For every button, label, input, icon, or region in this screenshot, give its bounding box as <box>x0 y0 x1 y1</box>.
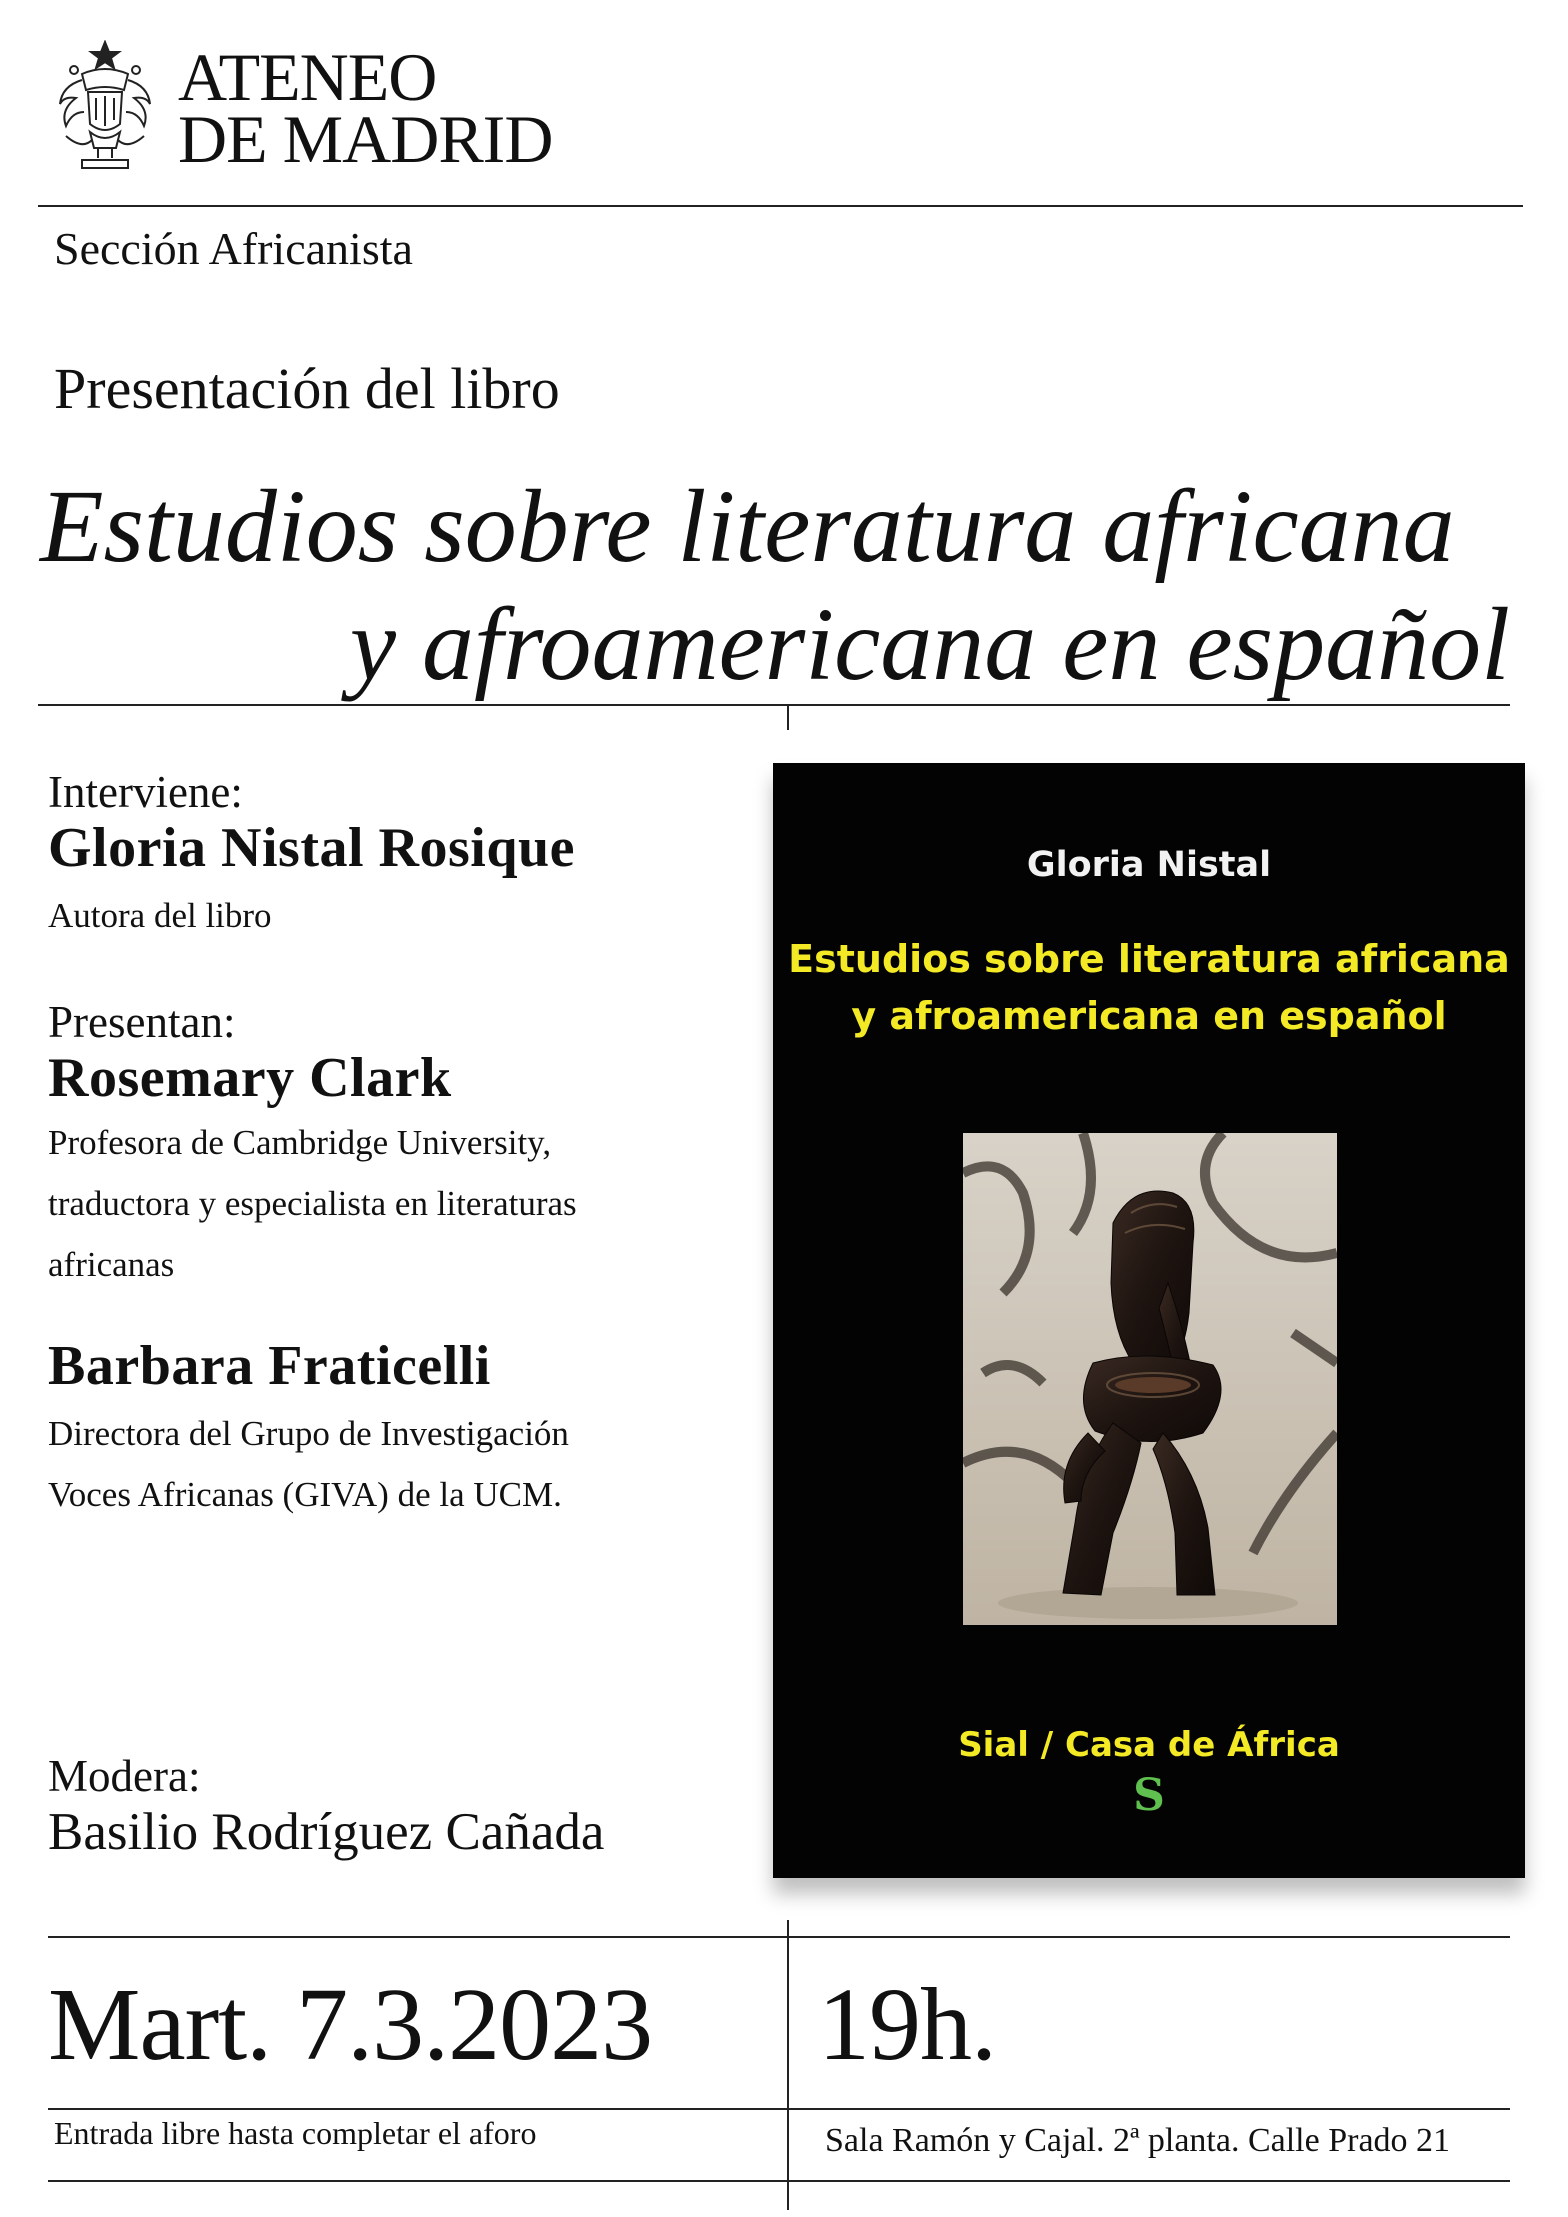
cover-title-line2: y afroamericana en español <box>851 994 1447 1038</box>
entry-note: Entrada libre hasta completar el aforo <box>54 2115 537 2151</box>
publisher-logo: S <box>1133 1770 1165 1821</box>
ateneo-crest-icon <box>52 40 158 176</box>
presenter2-desc <box>48 1403 728 1525</box>
section-name: Sección Africanista <box>54 223 413 274</box>
footer-center-divider <box>787 1920 789 2210</box>
footer-bottom-divider <box>48 2180 1510 2182</box>
org-name-line1: ATENEO <box>178 39 437 115</box>
presenter1-desc-line: Profesora de Cambridge University, <box>48 1123 552 1162</box>
presenter2-desc-line: Voces Africanas (GIVA) de la UCM. <box>48 1475 562 1514</box>
cover-publisher: Sial / Casa de África <box>958 1725 1340 1765</box>
moderator-name: Basilio Rodríguez Cañada <box>48 1803 605 1861</box>
speaker-role: Interviene: <box>48 767 243 817</box>
org-name <box>178 39 553 177</box>
presenter2-name: Barbara Fraticelli <box>48 1335 491 1397</box>
footer-mid-divider <box>48 2108 1510 2110</box>
event-time: 19h. <box>818 1967 996 2082</box>
event-kind: Presentación del libro <box>54 356 560 421</box>
presenter1-desc-line: traductora y especialista en literaturas <box>48 1184 577 1223</box>
cover-title-line1: Estudios sobre literatura africana <box>788 937 1510 981</box>
book-cover <box>773 763 1525 1878</box>
event-title <box>40 468 1510 704</box>
event-title-line2: y afroamericana en español <box>349 587 1510 702</box>
presenter1-desc <box>48 1112 728 1295</box>
event-title-line1: Estudios sobre literatura africana <box>40 469 1455 584</box>
presenter2-desc-line: Directora del Grupo de Investigación <box>48 1414 569 1453</box>
header-divider <box>38 205 1523 207</box>
presenter1-desc-line: africanas <box>48 1245 175 1284</box>
org-name-line2: DE MADRID <box>178 101 553 177</box>
speaker-name: Gloria Nistal Rosique <box>48 817 575 879</box>
footer-top-divider <box>48 1936 1510 1938</box>
speaker-desc: Autora del libro <box>48 896 272 935</box>
event-date: Mart. 7.3.2023 <box>48 1967 653 2082</box>
moderator-role: Modera: <box>48 1751 201 1801</box>
cover-photo <box>963 1133 1337 1625</box>
cover-author: Gloria Nistal <box>1026 845 1272 885</box>
venue: Sala Ramón y Cajal. 2ª planta. Calle Prado 21 <box>825 2122 1451 2159</box>
presenter1-name: Rosemary Clark <box>48 1047 452 1109</box>
presenters-role: Presentan: <box>48 997 236 1047</box>
title-divider <box>38 704 1510 706</box>
cover-title <box>773 931 1525 1045</box>
title-divider-tick <box>787 704 789 730</box>
